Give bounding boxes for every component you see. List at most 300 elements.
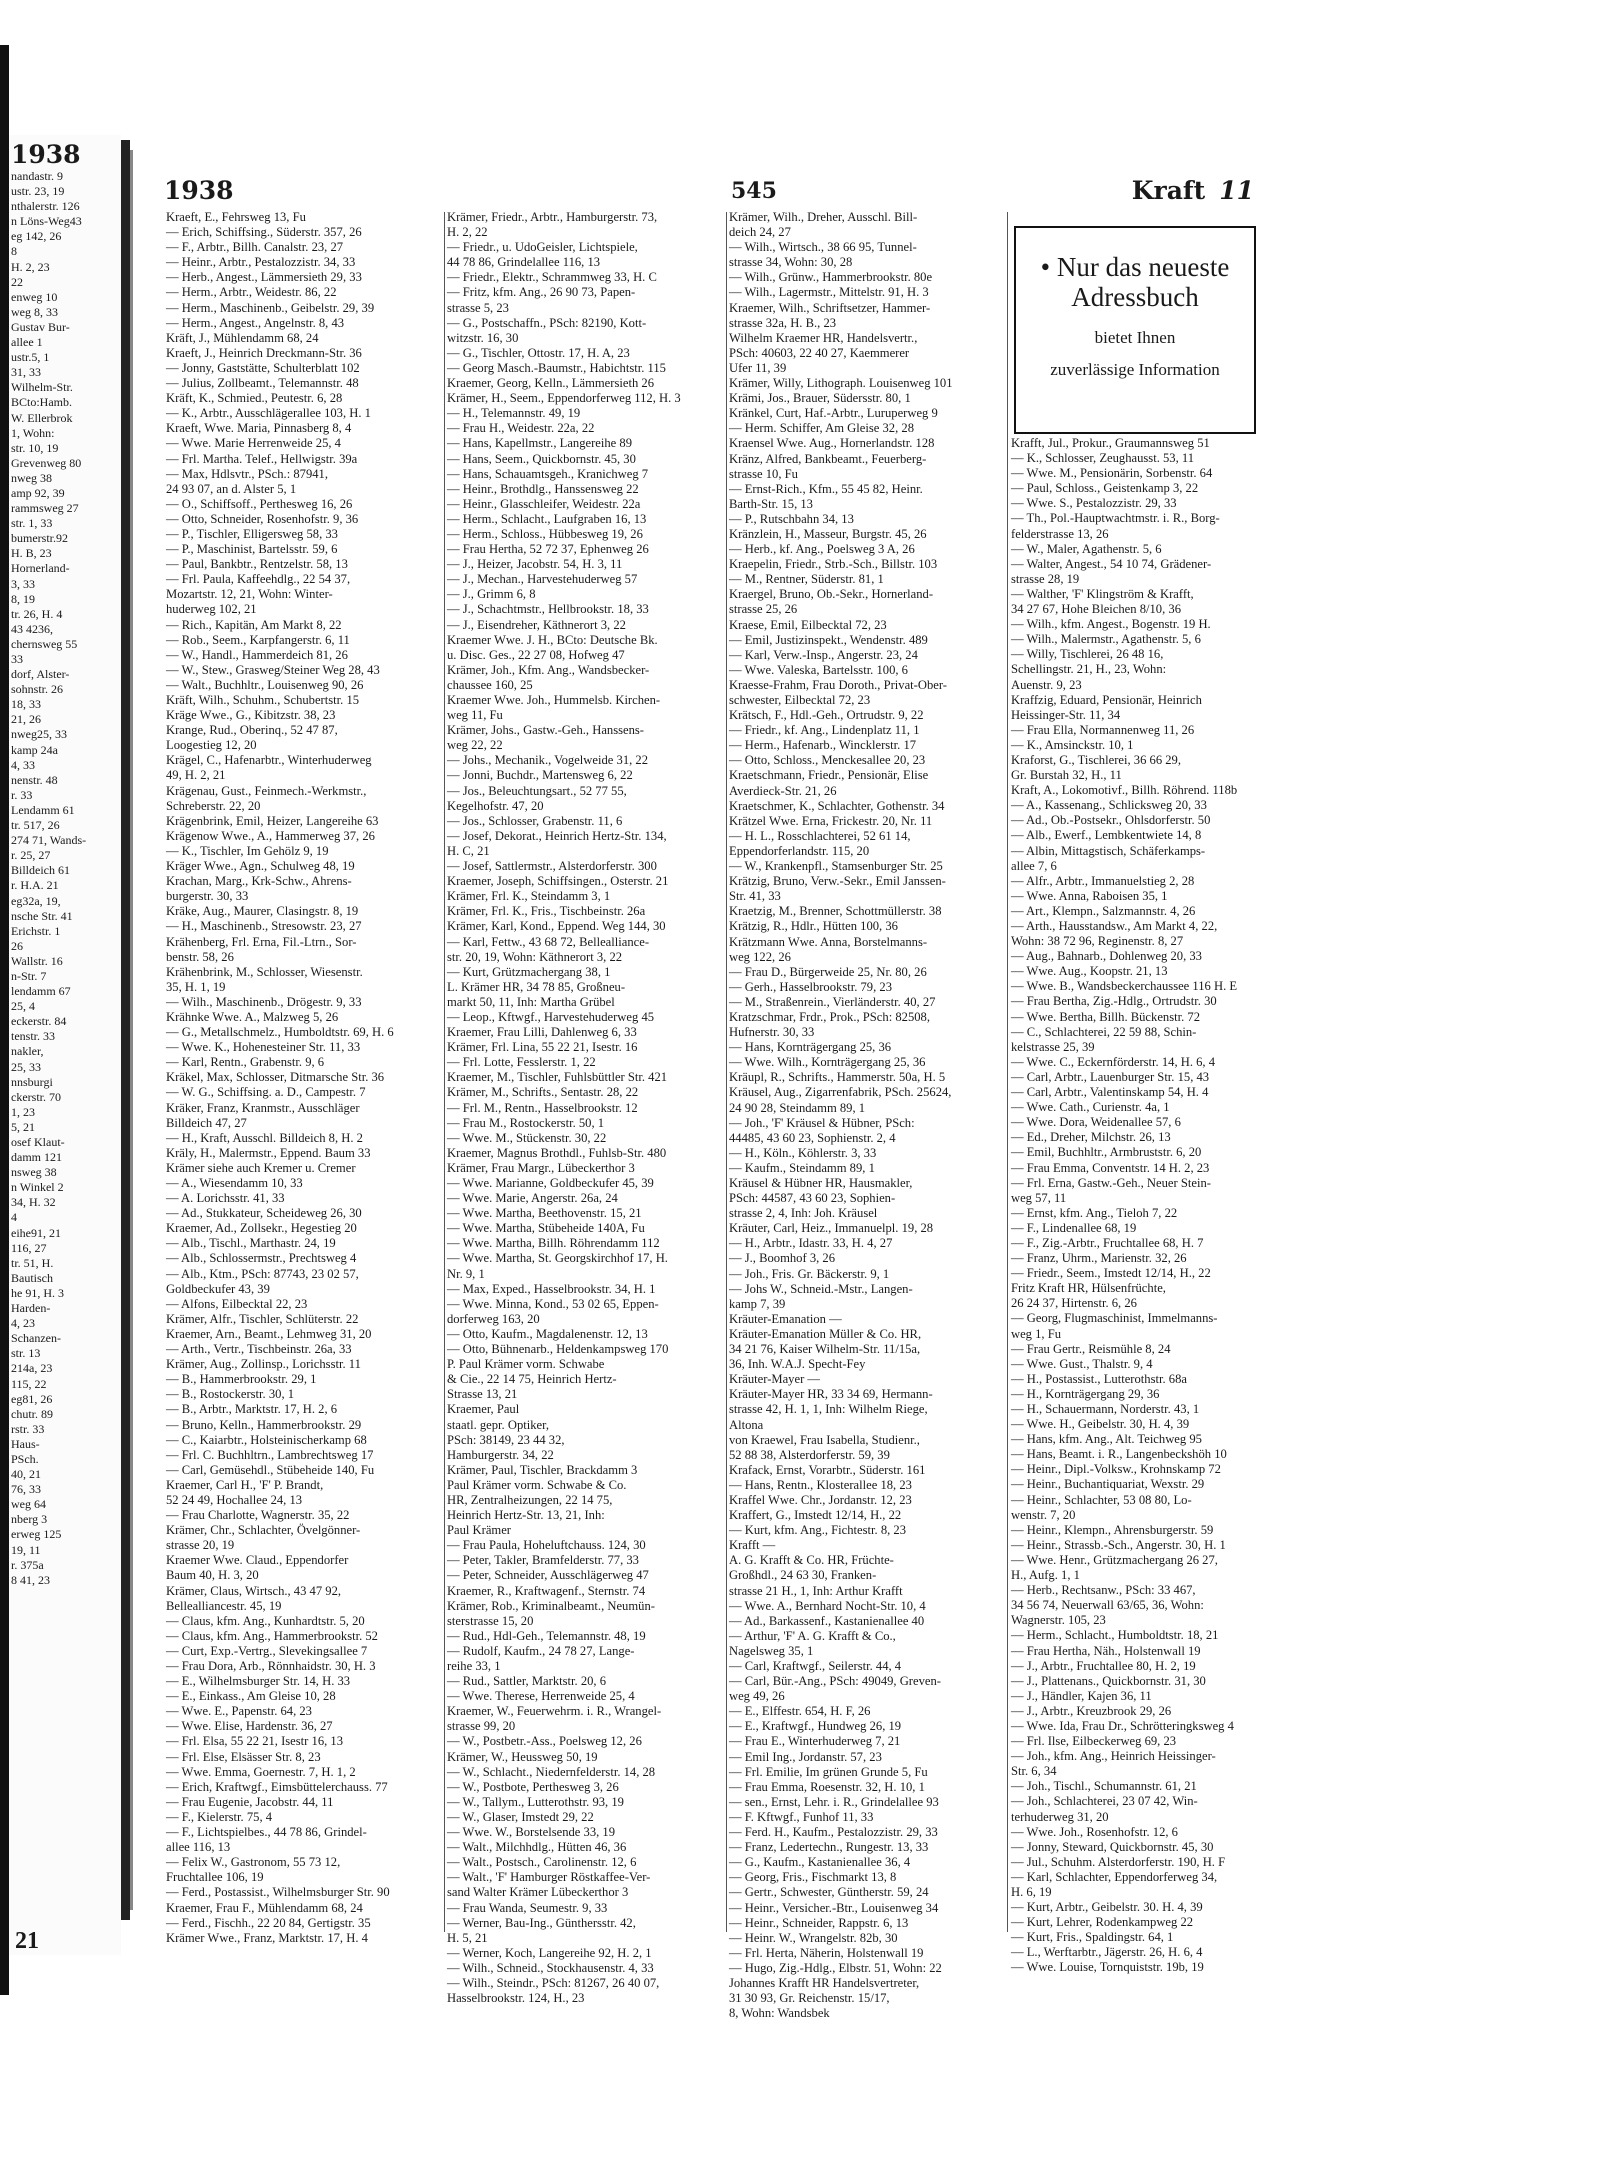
directory-entry-line: — Rud., Hdl-Geh., Telemannstr. 48, 19 — [447, 1628, 646, 1643]
directory-entry-line: Kraensel Wwe. Aug., Hornerlandstr. 128 — [729, 436, 935, 451]
directory-entry-line: Gr. Burstah 32, H., 11 — [1011, 768, 1122, 783]
directory-entry-line: 8, 19 — [11, 591, 35, 606]
book-gutter-shadow — [130, 150, 133, 1910]
directory-entry-line: strasse 99, 20 — [447, 1719, 516, 1734]
directory-entry-line: — E., Elffestr. 654, H. F, 26 — [729, 1704, 871, 1719]
directory-entry-line: weg 1, Fu — [1011, 1326, 1062, 1341]
directory-entry-line: — Frau Emma, Conventstr. 14 H. 2, 23 — [1011, 1160, 1210, 1175]
directory-entry-line: — Frau Ella, Normannenweg 11, 26 — [1011, 722, 1195, 737]
directory-entry-line: — Herm., Angest., Angelnstr. 8, 43 — [166, 315, 345, 330]
directory-entry-line: PSch: 40603, 22 40 27, Kaemmerer — [729, 345, 910, 360]
directory-entry-line: — Herb., kf. Ang., Poelsweg 3 A, 26 — [729, 542, 915, 557]
directory-entry-line: — Heinr., Dipl.-Volksw., Krohnskamp 72 — [1011, 1462, 1221, 1477]
directory-entry-line: — Karl, Fettw., 43 68 72, Bellealliance- — [447, 934, 650, 949]
scan-edge — [0, 45, 9, 1995]
directory-entry-line: — H., Telemannstr. 49, 19 — [447, 406, 581, 421]
directory-entry-line: — Ernst-Rich., Kfm., 55 45 82, Heinr. — [729, 481, 923, 496]
directory-entry-line: 52 88 38, Alsterdorferstr. 59, 39 — [729, 1447, 890, 1462]
directory-entry-line: — Carl, Bür.-Ang., PSch: 49049, Greven- — [729, 1674, 941, 1689]
directory-entry-line: — J., Boomhof 3, 26 — [729, 1251, 836, 1266]
directory-entry-line: Harden- — [11, 1301, 51, 1316]
directory-entry-line: weg 57, 11 — [1011, 1190, 1067, 1205]
directory-entry-line: — Frau Wanda, Seumestr. 9, 33 — [447, 1900, 608, 1915]
directory-entry-line: H. 2, 22 — [447, 225, 488, 240]
directory-entry-line: 49, H. 2, 21 — [166, 768, 226, 783]
directory-entry-line: — E., Wilhelmsburger Str. 14, H. 33 — [166, 1674, 351, 1689]
directory-entry-line: Kräge Wwe., G., Kibitzstr. 38, 23 — [166, 708, 336, 723]
directory-entry-line: Kräuter-Emanation — — [729, 1311, 842, 1326]
directory-entry-line: — J., Eisendreher, Käthnerort 3, 22 — [447, 617, 626, 632]
directory-entry-line: — Alfr., Arbtr., Immanuelstieg 2, 28 — [1011, 873, 1195, 888]
directory-entry-line: chutr. 89 — [11, 1406, 53, 1421]
directory-entry-line: Altona — [729, 1417, 764, 1432]
directory-entry-line: Kraft, A., Lokomotivf., Billh. Röhrend. 118b — [1011, 783, 1238, 798]
directory-entry-line: schwester, Eilbecktal 72, 23 — [729, 693, 871, 707]
directory-entry-line: terhuderweg 31, 20 — [1011, 1809, 1109, 1824]
directory-entry-line: — Wilh., Malermstr., Agathenstr. 5, 6 — [1011, 632, 1201, 647]
directory-entry-line: — K., Arbtr., Ausschlägerallee 103, H. 1 — [166, 406, 371, 421]
directory-entry-line: erweg 125 — [11, 1527, 62, 1542]
directory-entry-line: H. 2, 23 — [11, 259, 50, 274]
directory-entry-line: — Jonni, Buchdr., Martensweg 6, 22 — [447, 768, 633, 783]
directory-entry-line: — Frl. Elsa, 55 22 21, Isestr 16, 13 — [166, 1734, 344, 1749]
previous-page-fragment — [9, 135, 121, 1955]
directory-entry-line: — J., Schachtmstr., Hellbrookstr. 18, 33 — [447, 602, 649, 617]
directory-entry-line: 8 — [11, 244, 17, 259]
directory-entry-line: — Frl. M., Rentn., Hasselbrookstr. 12 — [447, 1100, 638, 1115]
directory-entry-line: Kraergel, Bruno, Ob.-Sekr., Hornerland- — [729, 587, 934, 602]
directory-entry-line: — Claus, kfm. Ang., Kunhardtstr. 5, 20 — [166, 1613, 365, 1628]
directory-entry-line: — G., Metallschmelz., Humboldtstr. 69, H. 6 — [166, 1025, 394, 1040]
directory-entry-line: BCto:Hamb. — [11, 395, 73, 410]
directory-entry-line: Loogestieg 12, 20 — [166, 738, 257, 753]
directory-entry-line: Krähnke Wwe. A., Malzweg 5, 26 — [166, 1009, 339, 1024]
directory-entry-line: — Th., Pol.-Hauptwachtmstr. i. R., Borg- — [1011, 511, 1220, 526]
directory-entry-line: — Frl. Ilse, Eilbeckerweg 69, 23 — [1011, 1734, 1177, 1749]
directory-entry-line: Paul Krämer vorm. Schwabe & Co. — [447, 1477, 627, 1492]
directory-entry-line: — Wilh., Schneid., Stockhausenstr. 4, 33 — [447, 1960, 654, 1975]
directory-entry-line: Kräusel & Hübner HR, Hausmakler, — [729, 1176, 913, 1190]
directory-entry-line: — Carl, Arbtr., Valentinskamp 54, H. 4 — [1011, 1085, 1209, 1100]
directory-entry-line: Kraffel Wwe. Chr., Jordanstr. 12, 23 — [729, 1492, 912, 1507]
directory-entry-line: 44485, 43 60 23, Sophienstr. 2, 4 — [729, 1130, 896, 1145]
directory-entry-line: — W., Postbetr.-Ass., Poelsweg 12, 26 — [447, 1734, 642, 1749]
directory-entry-line: — Wwe. W., Borstelsende 33, 19 — [447, 1825, 616, 1840]
previous-page-lines — [9, 169, 121, 1588]
directory-entry-line: nsche Str. 41 — [11, 908, 73, 923]
directory-entry-line: — Wwe. Cath., Curienstr. 4a, 1 — [1011, 1100, 1170, 1115]
directory-entry-line: — Wilh., Wirtsch., 38 66 95, Tunnel- — [729, 240, 917, 255]
directory-entry-line: — Wwe. Henr., Grützmachergang 26 27, — [1011, 1552, 1218, 1567]
directory-entry-line: — Walt., Postsch., Carolinenstr. 12, 6 — [447, 1855, 637, 1870]
directory-entry-line: Kraemer, Paul — [447, 1402, 520, 1417]
directory-entry-line: Barth-Str. 15, 13 — [729, 496, 813, 511]
directory-entry-line: Krätzig, R., Hdlr., Hütten 100, 36 — [729, 919, 898, 934]
directory-entry-line: 8, Wohn: Wandsbek — [729, 2006, 830, 2021]
directory-entry-line: sohnstr. 26 — [11, 682, 64, 697]
directory-entry-line: Kräuter-Emanation Müller & Co. HR, — [729, 1326, 922, 1341]
directory-entry-line: Krämer, Karl, Kond., Eppend. Weg 144, 30 — [447, 919, 666, 934]
column-4 — [1011, 436, 1287, 1975]
directory-entry-line: 25, 4 — [11, 999, 35, 1014]
directory-entry-line: — J., Arbtr., Kreuzbrook 29, 26 — [1011, 1703, 1172, 1718]
column-rule — [444, 212, 445, 1932]
directory-entry-line: Kraffzig, Eduard, Pensionär, Heinrich — [1011, 692, 1202, 707]
directory-entry-line: amp 92, 39 — [11, 485, 65, 500]
directory-entry-line: — Wilh., Maschinenb., Drögestr. 9, 33 — [166, 994, 362, 1009]
directory-entry-line: — Joh., kfm. Ang., Heinrich Heissinger- — [1011, 1749, 1216, 1764]
directory-entry-line: — Frl. Lotte, Fesslerstr. 1, 22 — [447, 1055, 596, 1070]
directory-entry-line: Kraese, Emil, Eilbecktal 72, 23 — [729, 617, 887, 632]
directory-entry-line: sand Walter Krämer Lübeckerthor 3 — [447, 1885, 629, 1900]
directory-entry-line: — Fritz, kfm. Ang., 26 90 73, Papen- — [447, 285, 636, 300]
directory-entry-line: 4, 33 — [11, 757, 35, 772]
directory-entry-line: reihe 33, 1 — [447, 1659, 501, 1673]
directory-entry-line: — A., Kassenang., Schlicksweg 20, 33 — [1011, 798, 1207, 813]
directory-entry-line: — Kurt, Grützmachergang 38, 1 — [447, 964, 611, 979]
directory-entry-line: 31, 33 — [11, 365, 41, 380]
directory-entry-line: 35, H. 1, 19 — [166, 979, 226, 994]
directory-entry-line: Hornerland- — [11, 561, 70, 576]
directory-entry-line: — Frau Eugenie, Jacobstr. 44, 11 — [166, 1794, 334, 1809]
directory-entry-line: — Johs W., Schneid.-Mstr., Langen- — [729, 1281, 913, 1296]
directory-entry-line: Kraemer, Joseph, Schiffsingen., Osterstr. 21 — [447, 874, 669, 889]
directory-entry-line: — Emil, Buchhltr., Armbruststr. 6, 20 — [1011, 1145, 1202, 1160]
directory-entry-line: Kräft, Wilh., Schuhm., Schubertstr. 15 — [166, 693, 360, 707]
directory-entry-line: — Karl, Schlachter, Eppendorferweg 34, — [1011, 1869, 1218, 1884]
directory-entry-line: 34 56 74, Neuerwall 63/65, 36, Wohn: — [1011, 1598, 1204, 1613]
directory-entry-line: — P., Rutschbahn 34, 13 — [729, 511, 854, 526]
directory-entry-line: — Willy, Tischlerei, 26 48 16, — [1011, 647, 1164, 662]
directory-entry-line: r. 33 — [11, 787, 33, 802]
directory-entry-line: Kratzschmar, Frdr., Prok., PSch: 82508, — [729, 1009, 930, 1024]
directory-entry-line: — Hans, Kapellmstr., Langereihe 89 — [447, 436, 633, 451]
directory-entry-line: — Walter, Angest., 54 10 74, Grädener- — [1011, 556, 1212, 571]
directory-entry-line: eckerstr. 84 — [11, 1014, 67, 1029]
directory-entry-line: — Friedr., Elektr., Schrammweg 33, H. C — [447, 270, 657, 285]
directory-entry-line: Krachan, Marg., Krk-Schw., Ahrens- — [166, 874, 352, 889]
directory-entry-line: — Arth., Vertr., Tischbeinstr. 26a, 33 — [166, 1342, 352, 1357]
directory-entry-line: Strasse 13, 21 — [447, 1387, 518, 1402]
directory-entry-line: — J., Heizer, Jacobstr. 54, H. 3, 11 — [447, 557, 623, 572]
directory-entry-line: chernsweg 55 — [11, 636, 78, 651]
directory-entry-line: A. G. Krafft & Co. HR, Früchte- — [729, 1553, 894, 1568]
directory-entry-line: strasse 28, 19 — [1011, 571, 1080, 586]
directory-entry-line: Krämer, Frau Margr., Lübeckerthor 3 — [447, 1160, 635, 1175]
directory-entry-line: 116, 27 — [11, 1240, 47, 1255]
directory-entry-line: PSch. — [11, 1451, 39, 1466]
directory-entry-line: Krätzel Wwe. Erna, Frickestr. 20, Nr. 11 — [729, 813, 933, 828]
directory-entry-line: — Wwe. Gust., Thalstr. 9, 4 — [1011, 1356, 1153, 1371]
directory-entry-line: — Arth., Hausstandsw., Am Markt 4, 22, — [1011, 919, 1218, 933]
directory-entry-line: Krämer siehe auch Kremer u. Cremer — [166, 1160, 356, 1175]
directory-entry-line: Hamburgerstr. 34, 22 — [447, 1447, 554, 1462]
directory-entry-line: — Josef, Sattlermstr., Alsterdorferstr. 300 — [447, 859, 657, 874]
directory-entry-line: Str. 6, 34 — [1011, 1764, 1057, 1779]
directory-entry-line: 26 — [11, 938, 23, 953]
directory-entry-line: — Walt., Milchhdlg., Hütten 46, 36 — [447, 1840, 627, 1855]
range-word: Kraft — [1131, 176, 1206, 205]
directory-entry-line: Krämer, Chr., Schlachter, Övelgönner- — [166, 1523, 361, 1538]
directory-entry-line: — Otto, Kaufm., Magdalenenstr. 12, 13 — [447, 1326, 648, 1341]
directory-entry-line: H. 6, 19 — [1011, 1885, 1052, 1899]
directory-entry-line: H. B, 23 — [11, 546, 52, 561]
directory-entry-line: L. Krämer HR, 34 78 85, Großneu- — [447, 979, 626, 994]
directory-entry-line: weg 11, Fu — [447, 708, 503, 723]
directory-entry-line: — Josef, Dekorat., Heinrich Hertz-Str. 134, — [447, 828, 667, 843]
directory-entry-line: — Hans, Seem., Quickbornstr. 45, 30 — [447, 451, 636, 466]
directory-entry-line: — Georg, Flugmaschinist, Immelmanns- — [1011, 1311, 1218, 1326]
directory-entry-line: — Heinr., Versicher.-Btr., Louisenweg 34 — [729, 1900, 939, 1915]
directory-entry-line: Kräft, K., Schmied., Peutestr. 6, 28 — [166, 391, 343, 406]
directory-entry-line: kelstrasse 25, 39 — [1011, 1039, 1095, 1054]
directory-entry-line: ckerstr. 70 — [11, 1089, 61, 1104]
directory-entry-line: Wilhelm Kraemer HR, Handelsvertr., — [729, 330, 918, 345]
directory-entry-line: 76, 33 — [11, 1482, 41, 1497]
directory-entry-line: — Alb., Ktm., PSch: 87743, 23 02 57, — [166, 1266, 359, 1281]
directory-entry-line: Billdeich 61 — [11, 863, 70, 878]
directory-entry-line: Krämer, Alfr., Tischler, Schlüterstr. 22 — [166, 1311, 359, 1326]
directory-entry-line: Kraeft, Wwe. Maria, Pinnasberg 8, 4 — [166, 421, 352, 436]
directory-entry-line: Kraeft, E., Fehrsweg 13, Fu — [166, 210, 306, 224]
directory-entry-line: Kraforst, G., Tischlerei, 36 66 29, — [1011, 752, 1182, 767]
directory-entry-line: — F., Arbtr., Billh. Canalstr. 23, 27 — [166, 240, 344, 255]
directory-entry-line: — Alb., Schlossermstr., Prechtsweg 4 — [166, 1251, 357, 1266]
directory-entry-line: Krämer, Johs., Gastw.-Geh., Hanssens- — [447, 723, 644, 738]
directory-entry-line: — W., Maler, Agathenstr. 5, 6 — [1011, 541, 1162, 556]
directory-entry-line: tenstr. 33 — [11, 1029, 55, 1044]
directory-entry-line: Wilhelm-Str. — [11, 380, 73, 395]
directory-entry-line: — Wwe. Louise, Tornquiststr. 19b, 19 — [1011, 1960, 1204, 1975]
directory-entry-line: — Hans, kfm. Ang., Alt. Teichweg 95 — [1011, 1432, 1202, 1447]
previous-page-year: 1938 — [11, 140, 81, 169]
directory-entry-line: Kränzlein, H., Masseur, Burgstr. 45, 26 — [729, 526, 927, 541]
directory-entry-line: — Wilh., kfm. Angest., Bogenstr. 19 H. — [1011, 617, 1211, 632]
directory-entry-line: — Karl, Rentn., Grabenstr. 9, 6 — [166, 1055, 325, 1070]
directory-entry-line: — Alb., Tischl., Marthastr. 24, 19 — [166, 1236, 336, 1251]
directory-entry-line: Krätzig, Bruno, Verw.-Sekr., Emil Janssen- — [729, 874, 946, 889]
directory-entry-line: Krafft, Jul., Prokur., Graumannsweg 51 — [1011, 436, 1210, 450]
directory-entry-line: dorferweg 163, 20 — [447, 1311, 540, 1326]
directory-entry-line: — G., Tischler, Ottostr. 17, H. A, 23 — [447, 345, 630, 360]
directory-entry-line: — G., Kaufm., Kastanienallee 36, 4 — [729, 1855, 911, 1870]
directory-entry-line: Str. 41, 33 — [729, 889, 781, 904]
directory-entry-line: — M., Rentner, Süderstr. 81, 1 — [729, 572, 884, 587]
directory-entry-line: — H. L., Rosschlachterei, 52 61 14, — [729, 828, 911, 843]
directory-entry-line: H., Aufg. 1, 1 — [1011, 1568, 1080, 1583]
directory-entry-line: osef Klaut- — [11, 1135, 65, 1149]
directory-entry-line: Krämer, Friedr., Arbtr., Hamburgerstr. 73, — [447, 210, 658, 224]
directory-entry-line: H. 5, 21 — [447, 1930, 488, 1945]
directory-entry-line: HR, Zentralheizungen, 22 14 75, — [447, 1492, 613, 1507]
directory-entry-line: — Walt., Buchhltr., Louisenweg 90, 26 — [166, 677, 364, 692]
directory-entry-line: — L., Werftarbtr., Jägerstr. 26, H. 6, 4 — [1011, 1945, 1203, 1960]
directory-entry-line: — Ad., Ob.-Postsekr., Ohlsdorferstr. 50 — [1011, 813, 1211, 828]
directory-entry-line: — E., Kraftwgf., Hundweg 26, 19 — [729, 1719, 902, 1734]
directory-entry-line: & Cie., 22 14 75, Heinrich Hertz- — [447, 1372, 617, 1387]
directory-entry-line: — Wilh., Lagermstr., Mittelstr. 91, H. 3 — [729, 285, 929, 300]
directory-entry-line: — Erich, Kraftwgf., Eimsbüttelerchauss. 77 — [166, 1779, 388, 1794]
directory-entry-line: bumerstr.92 — [11, 531, 68, 546]
directory-entry-line: tr. 517, 26 — [11, 818, 60, 833]
directory-entry-line: — Julius, Zollbeamt., Telemannstr. 48 — [166, 376, 359, 391]
directory-entry-line: Krämer, Frl. Lina, 55 22 21, Isestr. 16 — [447, 1040, 638, 1055]
directory-entry-line: — P., Tischler, Elligersweg 58, 33 — [166, 526, 338, 541]
directory-entry-line: — J., Mechan., Harvestehuderweg 57 — [447, 572, 638, 587]
directory-entry-line: Kraemer, M., Tischler, Fuhlsbüttler Str. 421 — [447, 1070, 668, 1085]
directory-entry-line: — Peter, Schneider, Ausschlägerweg 47 — [447, 1568, 649, 1583]
directory-entry-line: Kraemer, Arn., Beamt., Lehmweg 31, 20 — [166, 1326, 372, 1341]
directory-entry-line: — Heinr., Schlachter, 53 08 80, Lo- — [1011, 1492, 1192, 1507]
directory-entry-line: P. Paul Krämer vorm. Schwabe — [447, 1357, 605, 1372]
directory-entry-line: nberg 3 — [11, 1512, 48, 1527]
directory-entry-line: felderstrasse 13, 26 — [1011, 526, 1109, 541]
directory-entry-line: 43 4236, — [11, 621, 53, 636]
directory-entry-line: — W., Tallym., Lutterothstr. 93, 19 — [447, 1794, 624, 1809]
directory-entry-line: — Gertr., Schwester, Güntherstr. 59, 24 — [729, 1885, 929, 1900]
directory-entry-line: Krämer, Rob., Kriminalbeamt., Neumün- — [447, 1598, 655, 1613]
directory-entry-line: weg 122, 26 — [729, 949, 791, 964]
directory-entry-line: r. 25, 27 — [11, 848, 51, 863]
directory-entry-line: Schanzen- — [11, 1331, 61, 1346]
directory-entry-line: — Heinr., Brothdlg., Hanssensweg 22 — [447, 481, 639, 496]
directory-entry-line: — W. G., Schiffsing. a. D., Campestr. 7 — [166, 1085, 366, 1100]
directory-entry-line: Auenstr. 9, 23 — [1011, 677, 1082, 692]
directory-entry-line: — Frau H., Weidestr. 22a, 22 — [447, 421, 595, 436]
directory-entry-line: 34, H. 32 — [11, 1195, 56, 1210]
directory-entry-line: — F., Lindenallee 68, 19 — [1011, 1220, 1137, 1235]
directory-entry-line: Großhdl., 24 63 30, Franken- — [729, 1568, 877, 1583]
directory-entry-line: — Wwe. H., Geibelstr. 30, H. 4, 39 — [1011, 1417, 1190, 1432]
directory-entry-line: — Wwe. Valeska, Bartelsstr. 100, 6 — [729, 662, 908, 677]
directory-entry-line: — Wwe. Bertha, Billh. Bückenstr. 72 — [1011, 1009, 1200, 1024]
directory-entry-line: — Wwe. Dora, Weidenallee 57, 6 — [1011, 1115, 1181, 1130]
directory-entry-line: Baum 40, H. 3, 20 — [166, 1568, 259, 1583]
directory-entry-line: — Frl. Herta, Näherin, Holstenwall 19 — [729, 1945, 924, 1960]
directory-entry-line: — A. Lorichsstr. 41, 33 — [166, 1191, 285, 1206]
directory-entry-line: — Wwe. Martha, Stübeheide 140A, Fu — [447, 1221, 645, 1236]
directory-entry-line: — Werner, Koch, Langereihe 92, H. 2, 1 — [447, 1945, 652, 1960]
directory-entry-line: — W., Stew., Grasweg/Steiner Weg 28, 43 — [166, 662, 380, 677]
directory-entry-line: — H., Maschinenb., Stresowstr. 23, 27 — [166, 919, 362, 934]
directory-entry-line: 1, Wohn: — [11, 425, 55, 440]
ad-text: zuverlässige Information — [1050, 360, 1220, 379]
directory-entry-line: — Joh., Schlachterei, 23 07 42, Win- — [1011, 1794, 1198, 1809]
directory-entry-line: — Heinr., Klempn., Ahrensburgerstr. 59 — [1011, 1522, 1214, 1537]
directory-entry-line: — Franz, Uhrm., Marienstr. 32, 26 — [1011, 1251, 1187, 1266]
directory-entry-line: — Frau Charlotte, Wagnerstr. 35, 22 — [166, 1508, 350, 1523]
directory-entry-line: Krämer, M., Schrifts., Sentastr. 28, 22 — [447, 1085, 639, 1100]
directory-entry-line: — H., Schauermann, Norderstr. 43, 1 — [1011, 1402, 1200, 1416]
directory-entry-line: — Jonny, Steward, Quickbornstr. 45, 30 — [1011, 1839, 1214, 1854]
directory-entry-line: weg 64 — [11, 1497, 46, 1512]
directory-entry-line: Schreberstr. 22, 20 — [166, 798, 261, 813]
directory-entry-line: Kraetschmann, Friedr., Pensionär, Elise — [729, 768, 929, 783]
directory-entry-line: he 91, H. 3 — [11, 1285, 64, 1300]
directory-entry-line: Kräft, J., Mühlendamm 68, 24 — [166, 330, 319, 345]
directory-entry-line: Krähenbrink, M., Schlosser, Wiesenstr. — [166, 964, 363, 979]
directory-entry-line: strasse 5, 23 — [447, 300, 509, 315]
directory-entry-line: — J., Arbtr., Fruchtallee 80, H. 2, 19 — [1011, 1658, 1196, 1673]
directory-entry-line: — Hans, Beamt. i. R., Langenbeckshöh 10 — [1011, 1447, 1227, 1462]
directory-entry-line: 18, 33 — [11, 697, 41, 712]
directory-entry-line: weg 22, 22 — [447, 738, 503, 753]
directory-entry-line: 274 71, Wands- — [11, 833, 87, 848]
directory-entry-line: r. 375a — [11, 1557, 44, 1572]
directory-entry-line: Mozartstr. 12, 21, Wohn: Winter- — [166, 587, 333, 602]
directory-entry-line: — Herm., Schlacht., Laufgraben 16, 13 — [447, 511, 647, 526]
directory-entry-line: — Georg Masch.-Baumstr., Habichtstr. 115 — [447, 360, 666, 375]
directory-entry-line: — Frau Paula, Hoheluftchauss. 124, 30 — [447, 1538, 646, 1553]
directory-entry-line: — Leop., Kftwgf., Harvestehuderweg 45 — [447, 1009, 655, 1024]
directory-entry-line: Kräker, Franz, Kranmstr., Ausschläger — [166, 1100, 360, 1115]
directory-entry-line: Kräupl, R., Schrifts., Hammerstr. 50a, H. 5 — [729, 1070, 946, 1085]
directory-entry-line: — H., Kornträgergang 29, 36 — [1011, 1386, 1160, 1401]
directory-entry-line: — Ad., Stukkateur, Scheideweg 26, 30 — [166, 1206, 362, 1221]
directory-entry-line: Krämi, Jos., Brauer, Südersstr. 80, 1 — [729, 391, 911, 406]
directory-entry-line: — Ferd., Fischh., 22 20 84, Gertigstr. 35 — [166, 1915, 371, 1930]
directory-entry-line: u. Disc. Ges., 22 27 08, Hofweg 47 — [447, 647, 625, 662]
directory-entry-line: Kraemer, Ad., Zollsekr., Hegestieg 20 — [166, 1221, 357, 1236]
directory-entry-line: Krätzmann Wwe. Anna, Borstelmanns- — [729, 934, 928, 949]
directory-entry-line: dorf, Alster- — [11, 667, 70, 682]
directory-entry-line: nenstr. 48 — [11, 772, 58, 787]
directory-entry-line: 3, 33 — [11, 576, 35, 591]
directory-entry-line: — Max, Hdlsvtr., PSch.: 87941, — [166, 466, 328, 481]
directory-entry-line: strasse 25, 26 — [729, 602, 798, 617]
directory-entry-line: — Art., Klempn., Salzmannstr. 4, 26 — [1011, 903, 1196, 918]
directory-entry-line: — Wwe. C., Eckernförderstr. 14, H. 6, 4 — [1011, 1054, 1216, 1069]
directory-entry-line: Kraetzig, M., Brenner, Schottmüllerstr. 38 — [729, 904, 942, 919]
directory-entry-line: — C., Kaiarbtr., Holsteinischerkamp 68 — [166, 1432, 367, 1447]
directory-entry-line: witzstr. 16, 30 — [447, 330, 519, 345]
directory-entry-line: chaussee 160, 25 — [447, 677, 533, 692]
directory-entry-line: — Frau Hertha, Näh., Holstenwall 19 — [1011, 1643, 1201, 1658]
directory-entry-line: Nr. 9, 1 — [447, 1266, 485, 1281]
directory-entry-line: — Wwe. B., Wandsbeckerchaussee 116 H. E — [1011, 979, 1238, 994]
directory-entry-line: nweg 38 — [11, 470, 52, 485]
directory-entry-line: 214a, 23 — [11, 1361, 53, 1376]
directory-entry-line: lendamm 67 — [11, 984, 71, 999]
directory-entry-line: — Frl. Emilie, Im grünen Grunde 5, Fu — [729, 1764, 928, 1779]
directory-entry-line: 34 27 67, Hohe Bleichen 8/10, 36 — [1011, 602, 1181, 617]
directory-entry-line: ustr.5, 1 — [11, 350, 50, 365]
directory-entry-line: — Joh., Fris. Gr. Bäckerstr. 9, 1 — [729, 1266, 890, 1281]
directory-entry-line: — Curt, Exp.-Vertrg., Slevekingsallee 7 — [166, 1643, 368, 1658]
directory-entry-line: — Herm. Schiffer, Am Gleise 32, 28 — [729, 421, 914, 436]
directory-entry-line: nakler, — [11, 1044, 44, 1059]
range-number: 11 — [1219, 176, 1254, 205]
directory-entry-line: Nagelsweg 35, 1 — [729, 1643, 814, 1658]
directory-entry-line: — F. Kftwgf., Funhof 11, 33 — [729, 1809, 874, 1824]
directory-entry-line: PSch: 44587, 43 60 23, Sophien- — [729, 1191, 896, 1206]
directory-entry-line: — Wwe. Martha, St. Georgskirchhof 17, H. — [447, 1251, 668, 1266]
directory-entry-line: — Frau Emma, Roesenstr. 32, H. 10, 1 — [729, 1779, 925, 1794]
directory-entry-line: allee 116, 13 — [166, 1840, 231, 1855]
directory-entry-line: Kräly, H., Malermstr., Eppend. Baum 33 — [166, 1145, 371, 1160]
directory-entry-line: — Wilh., Steindr., PSch: 81267, 26 40 07, — [447, 1975, 660, 1990]
directory-entry-line: Fritz Kraft HR, Hülsenfrüchte, — [1011, 1281, 1166, 1296]
directory-entry-line: — Kaufm., Steindamm 89, 1 — [729, 1160, 875, 1175]
column-rule — [1007, 212, 1008, 1932]
directory-entry-line: — sen., Ernst, Lehr. i. R., Grindelallee 93 — [729, 1794, 939, 1809]
directory-entry-line: — Wwe. Martha, Beethovenstr. 15, 21 — [447, 1206, 642, 1221]
directory-entry-line: — Kurt, Lehrer, Rodenkampweg 22 — [1011, 1915, 1194, 1930]
directory-entry-line: 26 24 37, Hirtenstr. 6, 26 — [1011, 1296, 1137, 1311]
directory-entry-line: nweg25, 33 — [11, 727, 67, 742]
directory-entry-line: — J., Plattenans., Quickbornstr. 31, 30 — [1011, 1673, 1206, 1688]
directory-entry-line: Kräger Wwe., Agn., Schulweg 48, 19 — [166, 859, 355, 874]
